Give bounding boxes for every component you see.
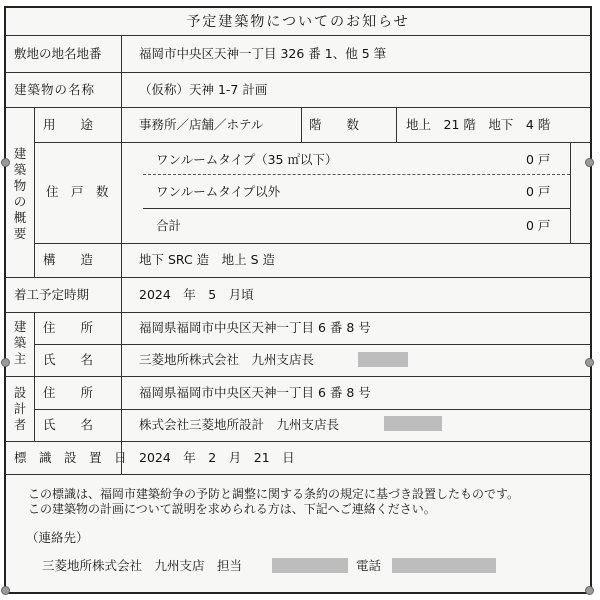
redacted-designer-name (384, 416, 442, 431)
notice-board (4, 6, 592, 594)
owner-name-label: 氏 名 (43, 352, 94, 367)
redacted-contact-person (272, 558, 348, 573)
contact-heading: （連絡先） (26, 530, 89, 545)
start-label: 着工予定時期 (14, 287, 90, 302)
use-value: 事務所／店舗／ホテル (139, 117, 264, 132)
screw-icon (585, 358, 594, 367)
board-title: 予定建築物についてのお知らせ (186, 14, 410, 30)
floors-label: 階 数 (309, 117, 360, 132)
building-name-value: （仮称）天神 1-7 計画 (139, 82, 268, 97)
unit-row-value: 0 戸 (526, 152, 551, 167)
screw-icon (1, 586, 10, 595)
site-value: 福岡市中央区天神一丁目 326 番 1、他 5 筆 (139, 46, 387, 61)
building-name-label: 建築物の名称 (14, 82, 96, 97)
redacted-owner-name (358, 352, 408, 367)
owner-address-value: 福岡県福岡市中央区天神一丁目 6 番 8 号 (139, 320, 371, 335)
unit-row-value: 0 戸 (526, 184, 551, 199)
designer-address-value: 福岡県福岡市中央区天神一丁目 6 番 8 号 (139, 385, 371, 400)
unit-row-value: 0 戸 (526, 218, 551, 233)
notice-line: この建築物の計画について説明を求められる方は、下記へご連絡ください。 (28, 502, 436, 516)
contact-company: 三菱地所株式会社 九州支店 担当 (42, 558, 243, 573)
structure-value: 地下 SRC 造 地上 S 造 (139, 252, 276, 267)
start-value: 2024 年 5 月頃 (139, 287, 254, 302)
posted-value: 2024 年 2 月 21 日 (139, 450, 295, 465)
designer-group-label: 設計者 (13, 385, 27, 432)
owner-name-value: 三菱地所株式会社 九州支店長 (139, 352, 315, 367)
screw-icon (585, 158, 594, 167)
redacted-phone (392, 558, 496, 573)
screw-icon (1, 358, 10, 367)
use-label: 用 途 (43, 117, 94, 132)
designer-address-label: 住 所 (43, 385, 94, 400)
contact-phone-label: 電話 (356, 558, 382, 573)
notice-line: この標識は、福岡市建築紛争の予防と調整に関する条約の規定に基づき設置したものです。 (28, 487, 520, 501)
overview-group-label: 建築物の概要 (13, 146, 27, 241)
site-label: 敷地の地名地番 (14, 46, 102, 61)
posted-label: 標 識 設 置 日 (14, 450, 127, 465)
designer-name-value: 株式会社三菱地所設計 九州支店長 (139, 417, 340, 432)
screw-icon (585, 586, 594, 595)
designer-name-label: 氏 名 (43, 417, 94, 432)
owner-group-label: 建築主 (13, 319, 27, 366)
unit-row-label: ワンルームタイプ以外 (156, 184, 281, 199)
screw-icon (1, 158, 10, 167)
unit-row-label: ワンルームタイプ（35 ㎡以下） (156, 152, 338, 167)
floors-value: 地上 21 階 地下 4 階 (406, 117, 551, 132)
unit-row-label: 合計 (156, 218, 182, 233)
units-label: 住 戸 数 (46, 184, 109, 199)
structure-label: 構 造 (43, 252, 94, 267)
owner-address-label: 住 所 (43, 320, 94, 335)
